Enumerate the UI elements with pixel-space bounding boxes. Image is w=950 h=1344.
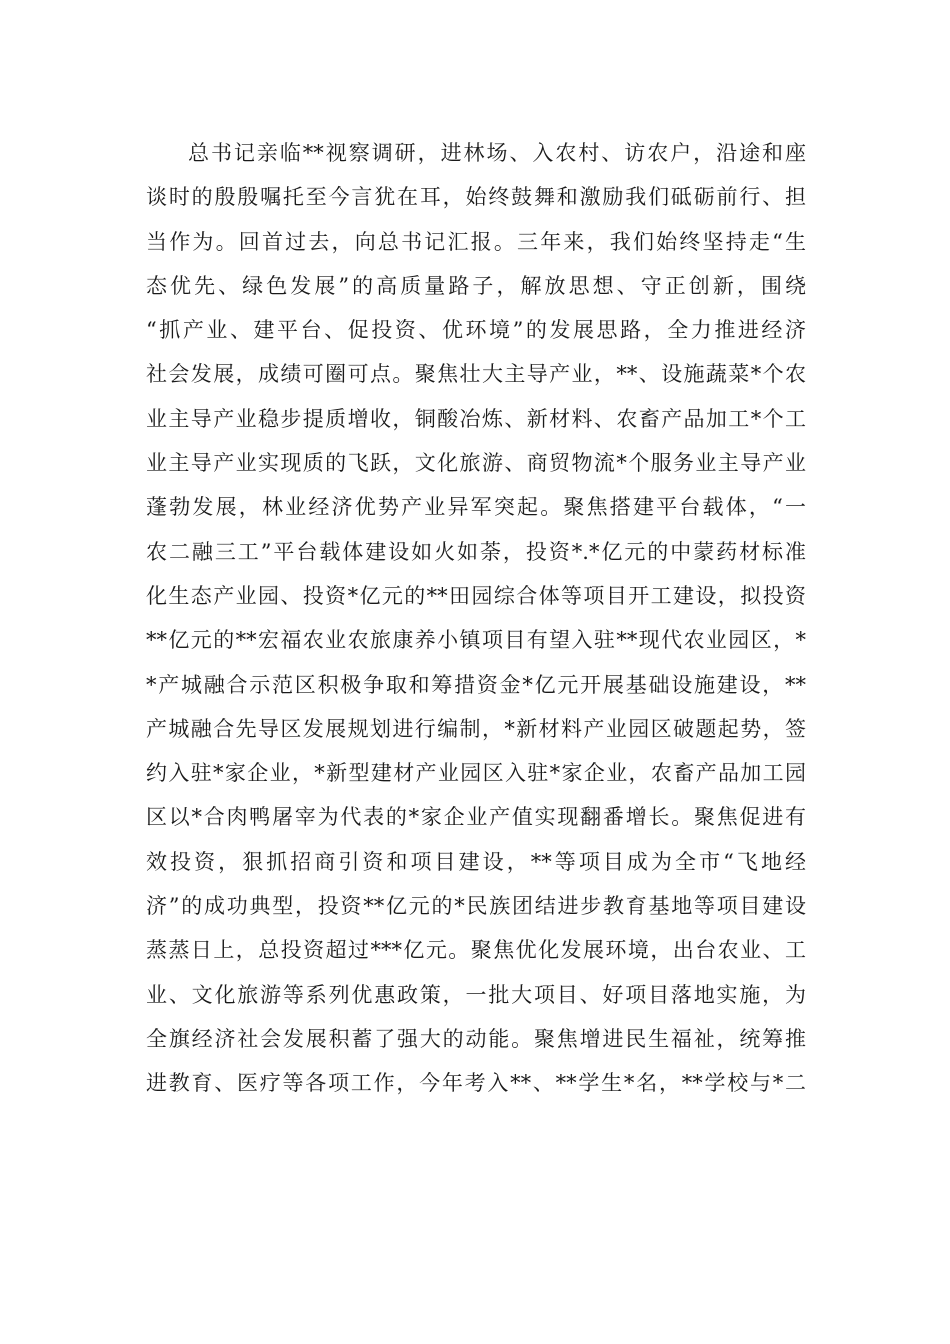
text-line: **亿元的**宏福农业农旅康养小镇项目有望入驻**现代农业园区，* (146, 628, 806, 653)
text-line: *产城融合示范区积极争取和筹措资金*亿元开展基础设施建设，** (146, 672, 806, 697)
text-line: 谈时的殷殷嘱托至今言犹在耳，始终鼓舞和激励我们砥砺前行、担 (146, 185, 806, 210)
text-line: 态优先、绿色发展”的高质量路子，解放思想、守正创新，围绕 (146, 273, 806, 298)
text-line: 业主导产业实现质的飞跃，文化旅游、商贸物流*个服务业主导产业 (146, 451, 806, 476)
text-line: 蓬勃发展，林业经济优势产业异军突起。聚焦搭建平台载体，“一 (146, 495, 806, 520)
text-line: 区以*合肉鸭屠宰为代表的*家企业产值实现翻番增长。聚焦促进有 (146, 805, 806, 830)
text-line: 济”的成功典型，投资**亿元的*民族团结进步教育基地等项目建设 (146, 894, 806, 919)
text-line: 约入驻*家企业，*新型建材产业园区入驻*家企业，农畜产品加工园 (146, 761, 806, 786)
text-line: 当作为。回首过去，向总书记汇报。三年来，我们始终坚持走“生 (146, 229, 806, 254)
text-line: 化生态产业园、投资*亿元的**田园综合体等项目开工建设，拟投资 (146, 583, 806, 608)
text-line: 蒸蒸日上，总投资超过***亿元。聚焦优化发展环境，出台农业、工 (146, 938, 806, 963)
text-line: 进教育、医疗等各项工作，今年考入**、**学生*名，**学校与*二 (146, 1071, 806, 1096)
text-line: 产城融合先导区发展规划进行编制，*新材料产业园区破题起势，签 (146, 716, 806, 741)
text-line: 全旗经济社会发展积蓄了强大的动能。聚焦增进民生福祉，统筹推 (146, 1026, 806, 1051)
text-line: 效投资，狠抓招商引资和项目建设，**等项目成为全市“飞地经 (146, 849, 806, 874)
text-line: 农二融三工”平台载体建设如火如荼，投资*.*亿元的中蒙药材标准 (146, 539, 806, 564)
text-line: 业、文化旅游等系列优惠政策，一批大项目、好项目落地实施，为 (146, 982, 806, 1007)
text-line: 社会发展，成绩可圈可点。聚焦壮大主导产业，**、设施蔬菜*个农 (146, 362, 806, 387)
text-line: “抓产业、建平台、促投资、优环境”的发展思路，全力推进经济 (146, 318, 806, 343)
body-paragraph (146, 131, 806, 1106)
text-line: 业主导产业稳步提质增收，铜酸冶炼、新材料、农畜产品加工*个工 (146, 406, 806, 431)
text-line: 总书记亲临**视察调研，进林场、入农村、访农户，沿途和座 (188, 141, 806, 165)
